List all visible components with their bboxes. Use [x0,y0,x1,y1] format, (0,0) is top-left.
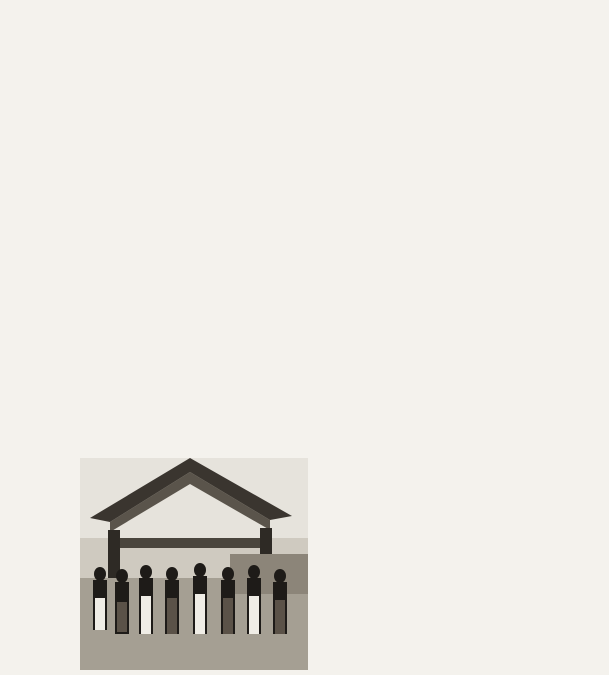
photo-wrap-text [312,448,398,674]
right-column [418,0,608,8]
left-column [66,0,396,4]
photograph [80,458,308,670]
wooden-gate-photo [80,458,308,670]
